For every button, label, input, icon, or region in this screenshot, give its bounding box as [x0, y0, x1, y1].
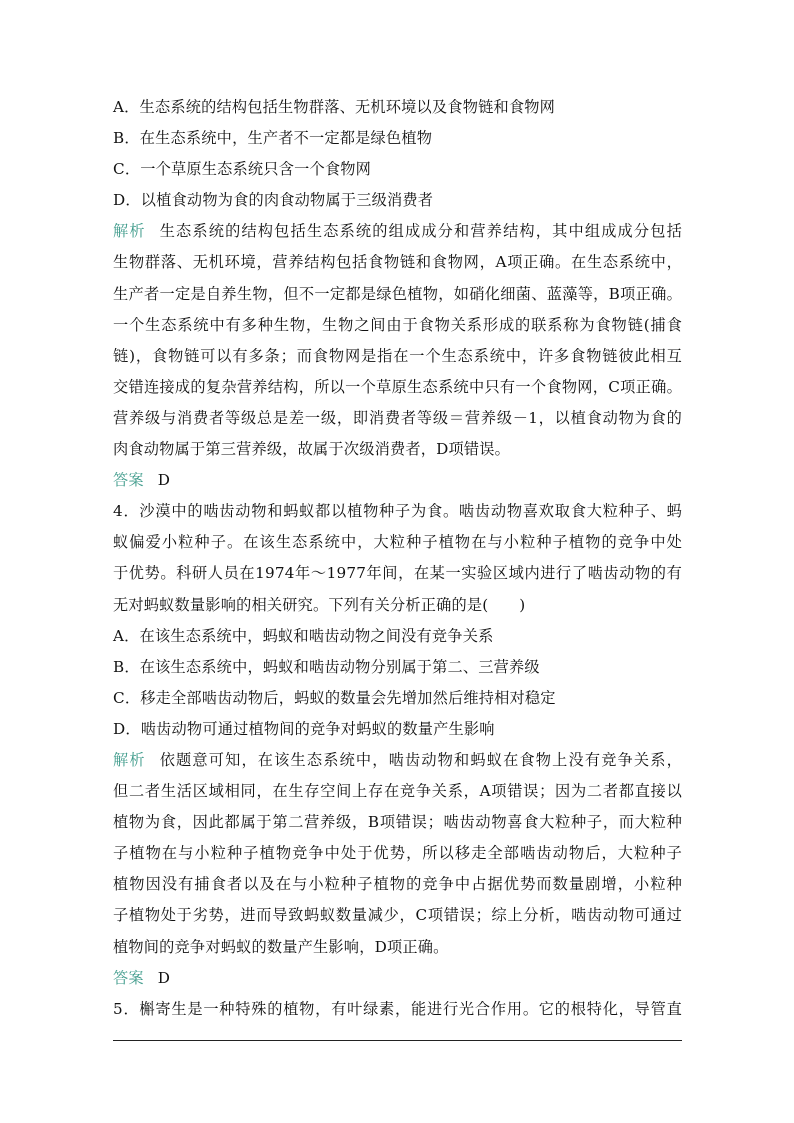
q4-option-d: D．啮齿动物可通过植物间的竞争对蚂蚁的数量产生影响 — [113, 719, 495, 738]
q4-option-c: C．移走全部啮齿动物后，蚂蚁的数量会先增加然后维持相对稳定 — [113, 688, 556, 707]
q3-answer — [113, 465, 682, 496]
q3-analysis-line: 生物群落、无机环境，营养结构包括食物链和食物网，A项正确。在生态系统中， — [113, 253, 682, 272]
q3-analysis-line: 链)，食物链可以有多条；而食物网是指在一个生态系统中，许多食物链彼此相互 — [113, 346, 682, 365]
q4-answer-value: D — [157, 968, 171, 987]
q3-analysis-line: 营养级与消费者等级总是差一级，即消费者等级＝营养级－1，以植食动物为食的 — [113, 408, 682, 427]
q3-analysis-line: 肉食动物属于第三营养级，故属于次级消费者，D项错误。 — [113, 440, 511, 459]
q3-option-a: A．生态系统的结构包括生物群落、无机环境以及食物链和食物网 — [113, 98, 556, 116]
q4-answer — [113, 963, 682, 994]
q4-analysis-label: 解析 — [113, 750, 146, 769]
q3-analysis-text: 生态系统的结构包括生态系统的组成成分和营养结构，其中组成成分包括 — [159, 222, 682, 241]
q4-analysis-text: 依题意可知，在该生态系统中，啮齿动物和蚂蚁在食物上没有竞争关系， — [159, 750, 682, 769]
q4-analysis-line: 子植物在与小粒种子植物竞争中处于优势，所以移走全部啮齿动物后，大粒种子 — [113, 844, 682, 863]
q4-analysis-line: 子植物处于劣势，进而导致蚂蚁数量减少，C项错误；综上分析，啮齿动物可通过 — [113, 906, 682, 925]
q4-analysis-line — [113, 745, 682, 776]
q4-stem-line: 无对蚂蚁数量影响的相关研究。下列有关分析正确的是( ) — [113, 595, 526, 614]
q3-analysis-line — [113, 216, 682, 247]
q4-analysis-line: 植物因没有捕食者以及在与小粒种子植物的竞争中占据优势而数量剧增，小粒种 — [113, 875, 682, 894]
q4-analysis-line: 植物间的竞争对蚂蚁的数量产生影响，D项正确。 — [113, 937, 449, 956]
footer-divider — [113, 1040, 682, 1041]
q3-analysis-line: 一个生态系统中有多种生物，生物之间由于食物关系形成的联系称为食物链(捕食 — [113, 315, 682, 334]
q4-stem-line: 4．沙漠中的啮齿动物和蚂蚁都以植物种子为食。啮齿动物喜欢取食大粒种子、蚂 — [113, 502, 682, 521]
q3-option-b: B．在生态系统中，生产者不一定都是绿色植物 — [113, 129, 433, 148]
q4-option-a: A．在该生态系统中，蚂蚁和啮齿动物之间没有竞争关系 — [113, 626, 494, 645]
q3-answer-value: D — [157, 471, 171, 490]
document-page — [113, 92, 682, 1025]
q5-stem-line: 5．槲寄生是一种特殊的植物，有叶绿素，能进行光合作用。它的根特化，导管直 — [113, 999, 682, 1018]
q3-answer-label: 答案 — [113, 471, 144, 490]
q4-analysis-line: 但二者生活区域相同，在生存空间上存在竞争关系，A项错误；因为二者都直接以 — [113, 782, 682, 801]
q3-analysis-line: 生产者一定是自养生物，但不一定都是绿色植物，如硝化细菌、蓝藻等，B项正确。 — [113, 284, 682, 303]
q4-stem-line: 蚁偏爱小粒种子。在该生态系统中，大粒种子植物在与小粒种子植物的竞争中处 — [113, 533, 682, 552]
q4-answer-label: 答案 — [113, 968, 144, 987]
q4-option-b: B．在该生态系统中，蚂蚁和啮齿动物分别属于第二、三营养级 — [113, 657, 540, 676]
q3-option-d: D．以植食动物为食的肉食动物属于三级消费者 — [113, 191, 434, 210]
q4-stem-line: 于优势。科研人员在1974年～1977年间，在某一实验区域内进行了啮齿动物的有 — [113, 564, 682, 583]
q3-analysis-label: 解析 — [113, 222, 146, 241]
q3-option-c: C．一个草原生态系统只含一个食物网 — [113, 160, 372, 179]
q3-analysis-line: 交错连接成的复杂营养结构，所以一个草原生态系统中只有一个食物网，C项正确。 — [113, 377, 682, 396]
q4-analysis-line: 植物为食，因此都属于第二营养级，B项错误；啮齿动物喜食大粒种子，而大粒种 — [113, 813, 682, 832]
